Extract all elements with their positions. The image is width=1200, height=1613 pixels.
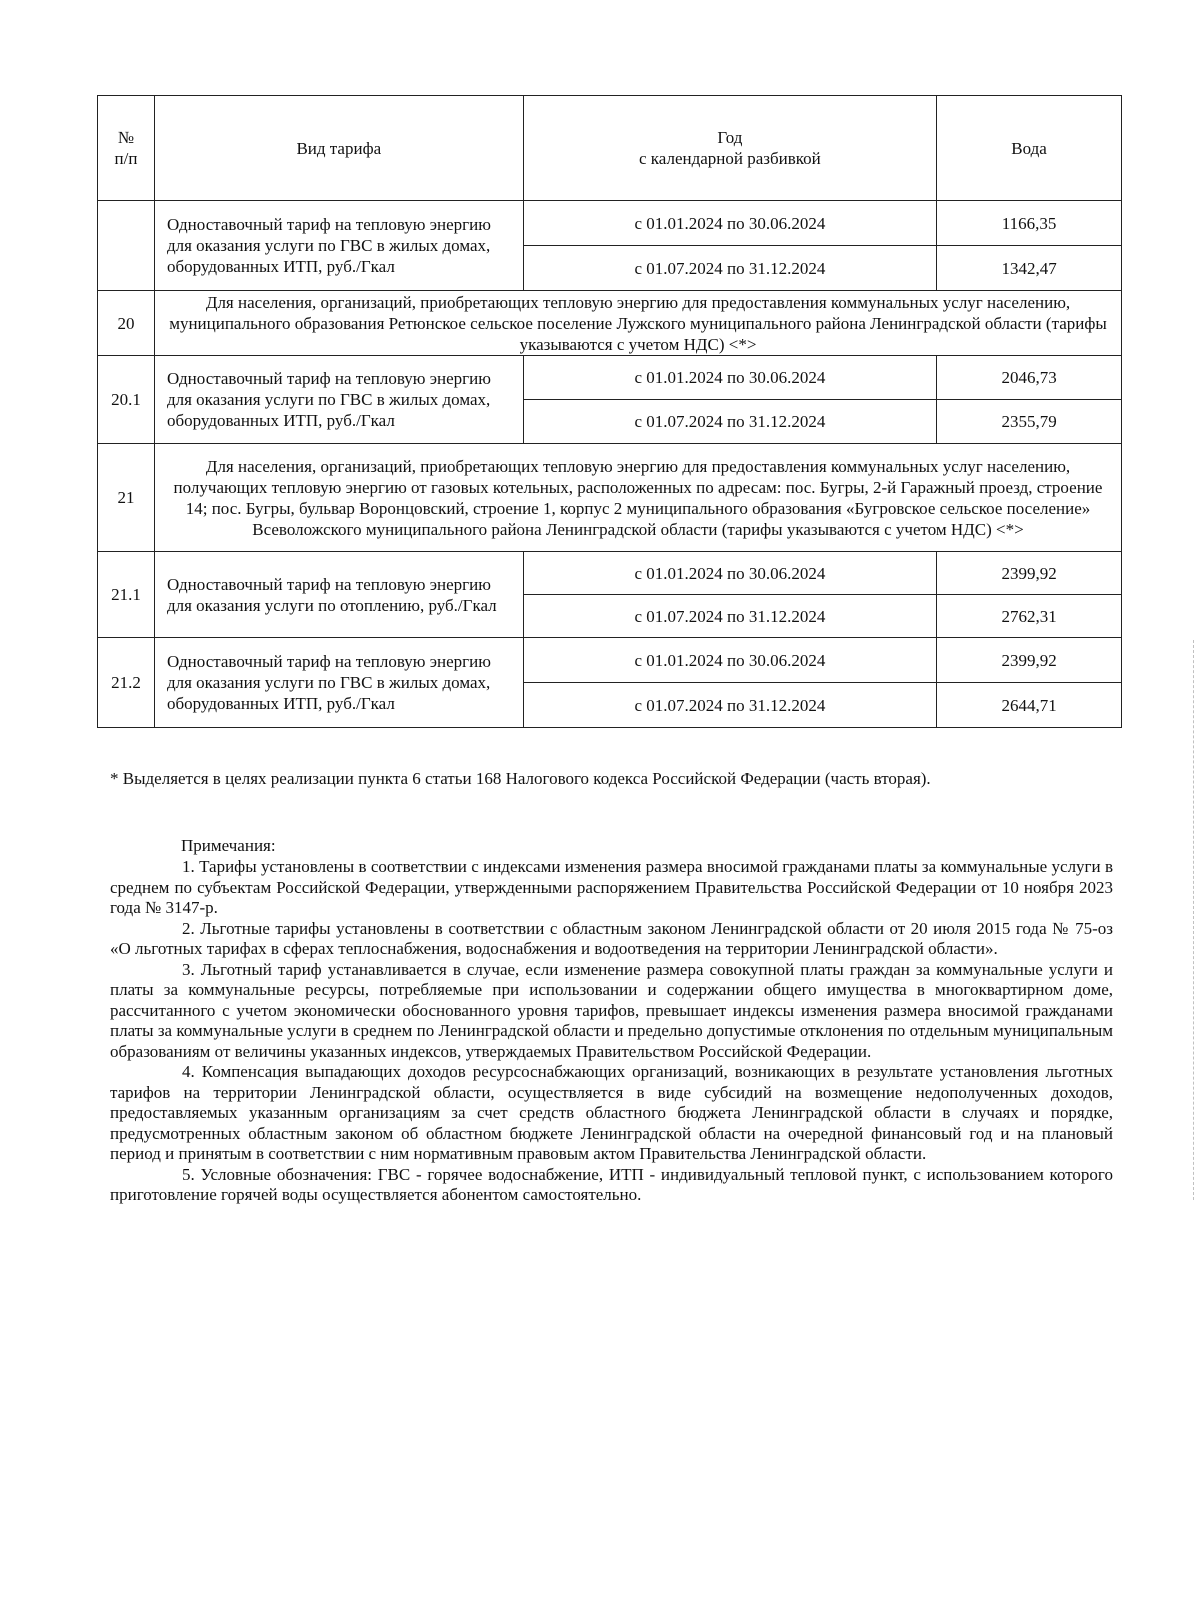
period-cell: с 01.01.2024 по 30.06.2024 bbox=[523, 552, 937, 595]
water-value-cell: 1166,35 bbox=[937, 201, 1122, 246]
water-value-cell: 2644,71 bbox=[937, 683, 1122, 728]
table-row bbox=[98, 201, 1122, 246]
note-item: 5. Условные обозначения: ГВС - горячее водоснабжение, ИТП - индивидуальный тепловой пункт, с использованием которого приготовление горячей воды осуществляется абонентом самостоятельно. bbox=[110, 1164, 1113, 1204]
water-value-cell: 1342,47 bbox=[937, 246, 1122, 291]
note-item: 4. Компенсация выпадающих доходов ресурсоснабжающих организаций, возникающих в результате установления льготных тарифов на территории Ленинградской области, осуществляется в виде субсидий на возмещение недополученных доходов, предоставляемых указанным организациям за счет средств областного бюджета Ленинградской области в случаях и порядке, предусмотренных областным законом об областном бюджете Ленинградской области на очередной финансовый год и на плановый период и принятым в соответствии с ним нормативным правовым актом Правительства Ленинградской области. bbox=[110, 1062, 1113, 1163]
row-num-cell: 20 bbox=[98, 291, 155, 356]
tariff-type-cell: Одноставочный тариф на тепловую энергию для оказания услуги по ГВС в жилых домах, оборудованных ИТП, руб./Гкал bbox=[154, 356, 523, 444]
period-cell: с 01.07.2024 по 31.12.2024 bbox=[523, 400, 937, 444]
group-row bbox=[98, 291, 1122, 356]
water-value-cell: 2399,92 bbox=[937, 638, 1122, 683]
water-value-cell: 2355,79 bbox=[937, 400, 1122, 444]
notes-title: Примечания: bbox=[181, 836, 276, 855]
notes-list bbox=[110, 857, 1113, 1206]
row-num-cell: 21.1 bbox=[98, 552, 155, 638]
period-cell: с 01.01.2024 по 30.06.2024 bbox=[523, 638, 937, 683]
table-row bbox=[98, 638, 1122, 683]
header-period: Год с календарной разбивкой bbox=[523, 96, 937, 201]
period-cell: с 01.01.2024 по 30.06.2024 bbox=[523, 201, 937, 246]
group-description-cell: Для населения, организаций, приобретающих тепловую энергию для предоставления коммунальных услуг населению, муниципального образования Ретюнское сельское поселение Лужского муниципального района Ленинградской области (тарифы указываются с учетом НДС) <*> bbox=[154, 291, 1121, 356]
footnote: * Выделяется в целях реализации пункта 6 статьи 168 Налогового кодекса Российской Федерации (часть вторая). bbox=[110, 769, 931, 788]
water-value-cell: 2046,73 bbox=[937, 356, 1122, 400]
note-item: 2. Льготные тарифы установлены в соответствии с областным законом Ленинградской области от 20 июля 2015 года № 75-оз «О льготных тарифах в сферах теплоснабжения, водоснабжения и водоотведения на территории Ленинградской области». bbox=[110, 918, 1113, 958]
water-value-cell: 2762,31 bbox=[937, 595, 1122, 638]
period-cell: с 01.07.2024 по 31.12.2024 bbox=[523, 595, 937, 638]
header-water: Вода bbox=[937, 96, 1122, 201]
row-num-cell: 21.2 bbox=[98, 638, 155, 728]
row-num-cell: 21 bbox=[98, 444, 155, 552]
scan-edge-marks bbox=[1193, 640, 1200, 1200]
row-num-cell bbox=[98, 201, 155, 291]
group-description-cell: Для населения, организаций, приобретающих тепловую энергию для предоставления коммунальных услуг населению, получающих тепловую энергию от газовых котельных, расположенных по адресам: пос. Бугры, 2-й Гаражный проезд, строение 14; пос. Бугры, бульвар Воронцовский, строение 1, корпус 2 муниципального образования «Бугровское сельское поселение» Всеволожского муниципального района Ленинградской области (тарифы указываются с учетом НДС) <*> bbox=[154, 444, 1121, 552]
period-cell: с 01.01.2024 по 30.06.2024 bbox=[523, 356, 937, 400]
table-row bbox=[98, 356, 1122, 400]
tariff-type-cell: Одноставочный тариф на тепловую энергию для оказания услуги по ГВС в жилых домах, оборудованных ИТП, руб./Гкал bbox=[154, 201, 523, 291]
table-header-row bbox=[98, 96, 1122, 201]
period-cell: с 01.07.2024 по 31.12.2024 bbox=[523, 683, 937, 728]
tariff-type-cell: Одноставочный тариф на тепловую энергию для оказания услуги по отоплению, руб./Гкал bbox=[154, 552, 523, 638]
period-cell: с 01.07.2024 по 31.12.2024 bbox=[523, 246, 937, 291]
group-row bbox=[98, 444, 1122, 552]
header-num: № п/п bbox=[98, 96, 155, 201]
tariff-table bbox=[97, 95, 1122, 728]
water-value-cell: 2399,92 bbox=[937, 552, 1122, 595]
row-num-cell: 20.1 bbox=[98, 356, 155, 444]
note-item: 3. Льготный тариф устанавливается в случае, если изменение размера совокупной платы граждан за коммунальные услуги и платы за коммунальные ресурсы, потребляемые при использовании и содержании общего имущества в многоквартирном доме, рассчитанного с учетом экономически обоснованного уровня тарифов, превышает индексы изменения размера вносимой гражданами платы за коммунальные услуги в среднем по Ленинградской области и предельно допустимые отклонения по отдельным муниципальным образованиям от величины указанных индексов, утверждаемых Правительством Российской Федерации. bbox=[110, 959, 1113, 1061]
tariff-type-cell: Одноставочный тариф на тепловую энергию для оказания услуги по ГВС в жилых домах, оборудованных ИТП, руб./Гкал bbox=[154, 638, 523, 728]
note-item: 1. Тарифы установлены в соответствии с индексами изменения размера вносимой гражданами платы за коммунальные услуги в среднем по субъектам Российской Федерации, утвержденными распоряжением Правительства Российской Федерации от 10 ноября 2023 года № 3147-р. bbox=[110, 857, 1113, 917]
table-row bbox=[98, 552, 1122, 595]
header-tariff-type: Вид тарифа bbox=[154, 96, 523, 201]
